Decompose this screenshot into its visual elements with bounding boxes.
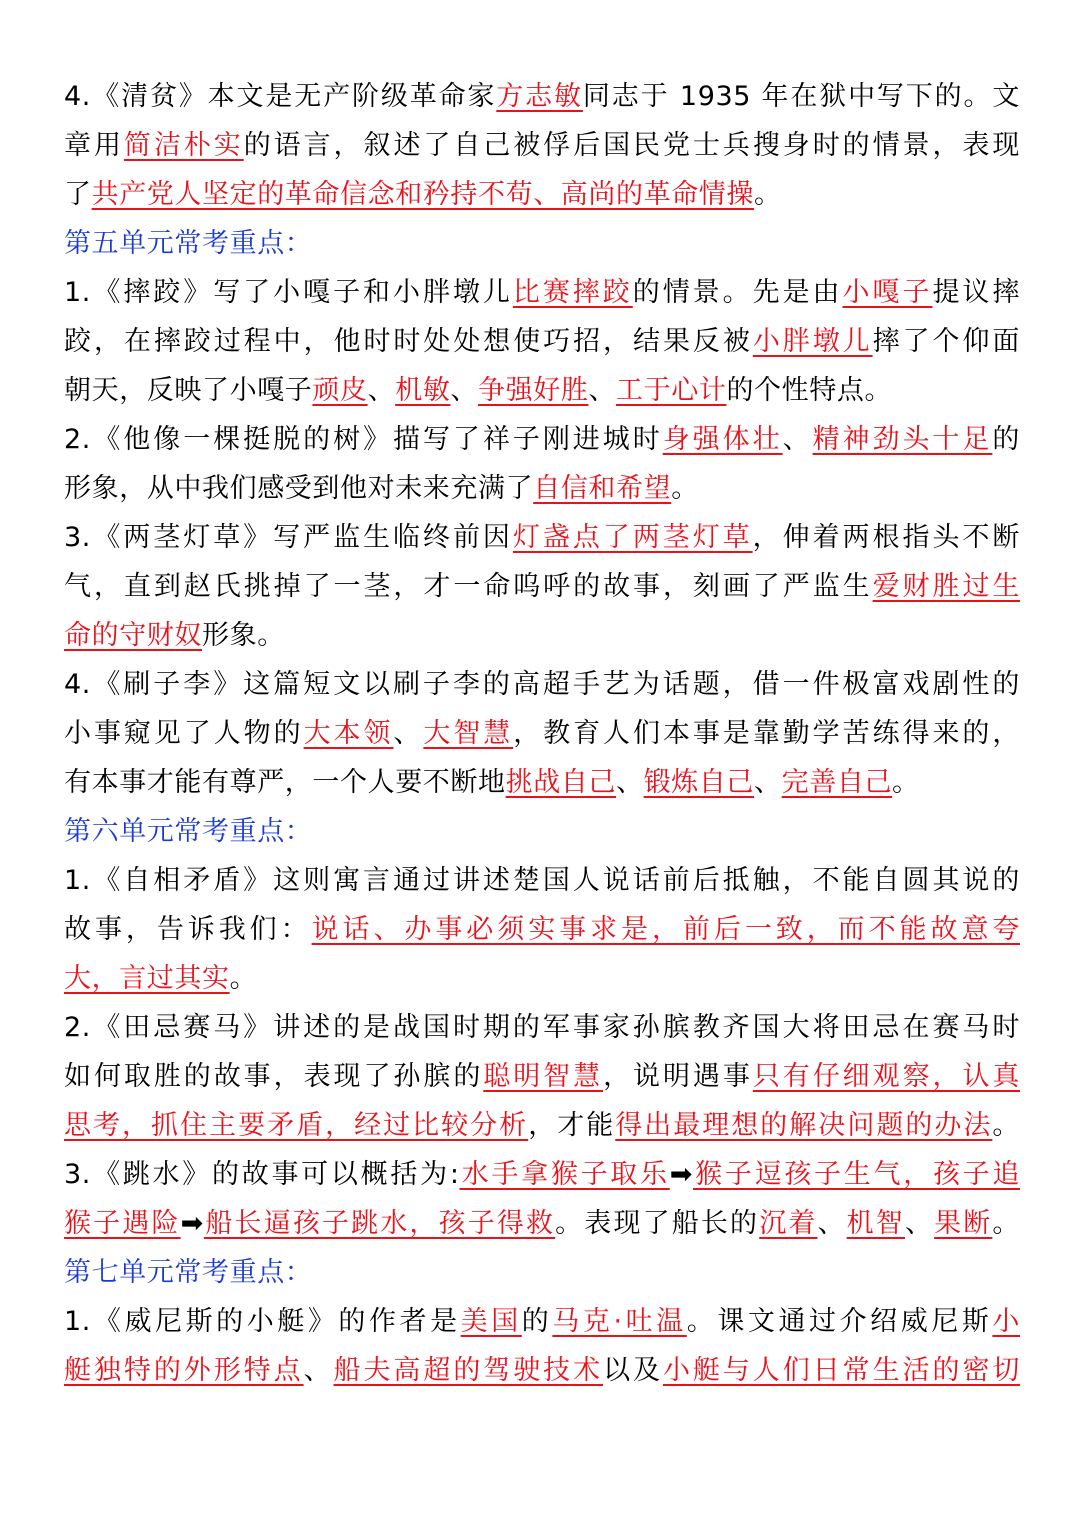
- body-text: 。: [229, 963, 258, 994]
- body-text: 。课文通过介绍威尼斯: [686, 1306, 993, 1337]
- keyword-answer: 爱财胜过生: [872, 571, 1021, 602]
- text-line: [64, 513, 1020, 562]
- body-text: 、: [367, 375, 396, 406]
- body-text: 、: [817, 1208, 847, 1239]
- arrow-right-icon: ➡: [669, 1159, 693, 1190]
- keyword-answer: 共产党人坚定的革命信念和矜持不苟、高尚的革命情操: [91, 179, 755, 210]
- keyword-answer: 机智: [846, 1208, 905, 1239]
- body-text: 。表现了船长的: [555, 1208, 760, 1239]
- keyword-answer: 果断: [934, 1208, 993, 1239]
- keyword-answer: 聪明智慧: [483, 1061, 604, 1092]
- keyword-answer: 船夫高超的驾驶技术: [333, 1355, 604, 1386]
- body-text: 。: [754, 179, 782, 210]
- keyword-answer: 锻炼自己: [643, 767, 755, 798]
- body-text: ，教育人们本事是靠勤学苦练得来的，: [513, 718, 1020, 749]
- body-text: 4.《刷子李》这篇短文以刷子李的高超手艺为话题，借一件极富戏剧性的: [64, 669, 1020, 700]
- keyword-answer: 机敏: [395, 375, 451, 406]
- body-text: 的语言，叙述了自己被俘后国民党士兵搜身时的情景，表现: [243, 130, 1020, 161]
- body-text: 。: [992, 1110, 1020, 1141]
- section-heading: [64, 807, 1020, 856]
- body-text: 、: [303, 1355, 334, 1386]
- body-text: 。: [671, 473, 699, 504]
- text-line: [64, 366, 1020, 415]
- body-text: 摔了个仰面: [872, 326, 1021, 357]
- keyword-answer: 大，言过其实: [64, 963, 230, 994]
- text-line: [64, 170, 1020, 219]
- text-line: [64, 72, 1020, 121]
- keyword-answer: 灯盏点了两茎灯草: [512, 522, 753, 553]
- body-text: 形象。: [202, 620, 285, 651]
- body-text: 以及: [603, 1355, 663, 1386]
- body-text: 章用: [64, 130, 124, 161]
- body-text: 。: [992, 1208, 1020, 1239]
- keyword-answer: 说话、办事必须实事求是，前后一致，而不能故意夸: [311, 914, 1020, 945]
- text-line: [64, 1003, 1020, 1052]
- keyword-answer: 猴子遇险: [64, 1208, 181, 1239]
- body-text: 、: [450, 375, 479, 406]
- keyword-answer: 争强好胜: [478, 375, 589, 406]
- body-text: 气，直到赵氏挑掉了一茎，才一命呜呼的故事，刻画了严监生: [64, 571, 873, 602]
- text-line: [64, 1297, 1020, 1346]
- body-text: 小事窥见了人物的: [64, 718, 304, 749]
- keyword-answer: 艇独特的外形特点: [64, 1355, 304, 1386]
- keyword-answer: 完善自己: [781, 767, 893, 798]
- body-text: 、: [588, 375, 617, 406]
- keyword-answer: 命的守财奴: [64, 620, 202, 651]
- body-text: 1.《威尼斯的小艇》的作者是: [64, 1306, 461, 1337]
- keyword-answer: 小嘎子: [842, 277, 933, 308]
- body-text: 、: [754, 767, 782, 798]
- keyword-answer: 身强体壮: [662, 424, 783, 455]
- text-line: [64, 758, 1020, 807]
- body-text: 的: [521, 1306, 553, 1337]
- body-text: 。: [892, 767, 920, 798]
- keyword-answer: 工于心计: [616, 375, 727, 406]
- body-text: 如何取胜的故事，表现了孙膑的: [64, 1061, 484, 1092]
- text-line: [64, 464, 1020, 513]
- text-line: [64, 317, 1020, 366]
- text-line: [64, 1346, 1020, 1395]
- text-line: [64, 268, 1020, 317]
- keyword-answer: 小: [992, 1306, 1020, 1337]
- body-text: 故事，告诉我们：: [64, 914, 312, 945]
- body-text: ，伸着两根指头不断: [752, 522, 1020, 553]
- keyword-answer: 简洁朴实: [123, 130, 244, 161]
- keyword-answer: 挑战自己: [505, 767, 617, 798]
- arrow-right-icon: ➡: [180, 1208, 204, 1239]
- section-heading: [64, 219, 1020, 268]
- heading-text: 第七单元常考重点：: [64, 1257, 313, 1288]
- body-text: 提议摔: [932, 277, 1020, 308]
- keyword-answer: 得出最理想的解决问题的办法: [615, 1110, 993, 1141]
- keyword-answer: 精神劲头十足: [812, 424, 993, 455]
- body-text: 3.《跳水》的故事可以概括为:: [64, 1159, 460, 1190]
- body-text: 1.《自相矛盾》这则寓言通过讲述楚国人说话前后抵触，不能自圆其说的: [64, 865, 1020, 896]
- text-line: [64, 415, 1020, 464]
- text-line: [64, 905, 1020, 954]
- keyword-answer: 大本领: [303, 718, 394, 749]
- keyword-answer: 只有仔细观察，认真: [752, 1061, 1021, 1092]
- body-text: 的情景。先是由: [632, 277, 843, 308]
- heading-text: 第五单元常考重点：: [64, 228, 313, 259]
- text-line: [64, 856, 1020, 905]
- body-text: 1.《摔跤》写了小嘎子和小胖墩儿: [64, 277, 513, 308]
- body-text: 跤，在摔跤过程中，他时时处处想使巧招，结果反被: [64, 326, 753, 357]
- body-text: 形象，从中我们感受到他对未来充满了: [64, 473, 534, 504]
- keyword-answer: 水手拿猴子取乐: [459, 1159, 670, 1190]
- body-text: 3.《两茎灯草》写严监生临终前因: [64, 522, 513, 553]
- heading-text: 第六单元常考重点：: [64, 816, 313, 847]
- body-text: 、: [616, 767, 644, 798]
- keyword-answer: 比赛摔跤: [512, 277, 633, 308]
- keyword-answer: 自信和希望: [533, 473, 672, 504]
- body-text: 了: [64, 179, 92, 210]
- section-heading: [64, 1248, 1020, 1297]
- text-line: [64, 611, 1020, 660]
- body-text: 、: [782, 424, 813, 455]
- body-text: ，才能: [528, 1110, 616, 1141]
- body-text: 有本事才能有尊严，一个人要不断地: [64, 767, 506, 798]
- keyword-answer: 沉着: [759, 1208, 818, 1239]
- body-text: 4.《清贫》本文是无产阶级革命家: [64, 81, 497, 112]
- keyword-answer: 美国: [460, 1306, 522, 1337]
- body-text: 2.《他像一棵挺脱的树》描写了祥子刚进城时: [64, 424, 663, 455]
- keyword-answer: 小艇与人们日常生活的密切: [662, 1355, 1020, 1386]
- text-line: [64, 660, 1020, 709]
- text-line: [64, 121, 1020, 170]
- body-text: 朝天，反映了小嘎子: [64, 375, 313, 406]
- text-line: [64, 1150, 1020, 1199]
- text-line: [64, 562, 1020, 611]
- text-line: [64, 1101, 1020, 1150]
- text-line: [64, 954, 1020, 1003]
- body-text: 、: [904, 1208, 935, 1239]
- keyword-answer: 方志敏: [496, 81, 583, 112]
- keyword-answer: 思考，抓住主要矛盾，经过比较分析: [64, 1110, 529, 1141]
- body-text: 的: [992, 424, 1020, 455]
- text-line: [64, 1199, 1020, 1248]
- body-text: ，说明遇事: [603, 1061, 753, 1092]
- keyword-answer: 大智慧: [423, 718, 514, 749]
- body-text: 的个性特点。: [726, 375, 893, 406]
- keyword-answer: 小胖墩儿: [752, 326, 873, 357]
- text-line: [64, 709, 1020, 758]
- keyword-answer: 猴子逗孩子生气，孩子追: [693, 1159, 1021, 1190]
- keyword-answer: 船长逼孩子跳水，孩子得救: [203, 1208, 556, 1239]
- body-text: 2.《田忌赛马》讲述的是战国时期的军事家孙膑教齐国大将田忌在赛马时: [64, 1012, 1020, 1043]
- keyword-answer: 马克·吐温: [552, 1306, 687, 1337]
- document-page: [64, 72, 1020, 1395]
- keyword-answer: 顽皮: [312, 375, 368, 406]
- body-text: 同志于 1935 年在狱中写下的。文: [582, 81, 1020, 112]
- text-line: [64, 1052, 1020, 1101]
- body-text: 、: [393, 718, 424, 749]
